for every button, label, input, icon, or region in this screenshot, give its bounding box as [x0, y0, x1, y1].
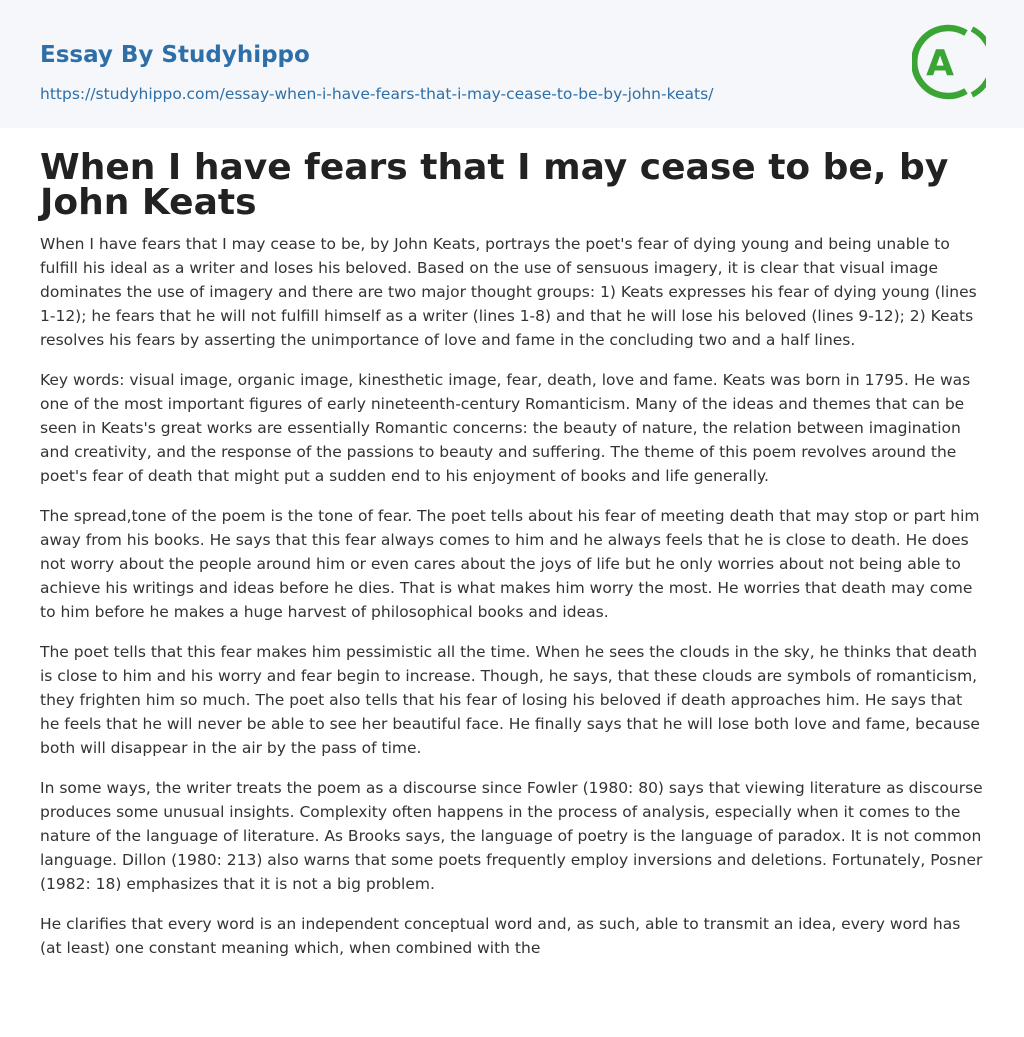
article	[40, 147, 986, 976]
paragraph: He clarifies that every word is an independent conceptual word and, as such, able to transmit an idea, every word has (at least) one constant meaning which, when combined with the	[40, 915, 961, 957]
site-brand-title[interactable]: Essay By Studyhippo	[40, 42, 310, 68]
studyhippo-logo-icon[interactable]	[912, 19, 986, 105]
paragraph: The poet tells that this fear makes him pessimistic all the time. When he sees the clouds in the sky, he thinks that death is close to him and his worry and fear begin to increase. Though, he says, that these clouds are symbols of romanticism, they frighten him so much. The poet also tells that his fear of losing his beloved if death approaches him. He says that he feels that he will never be able to see her beautiful face. He finally says that he will lose both love and fame, because both will disappear in the air by the pass of time.	[40, 643, 980, 757]
article-body	[40, 232, 986, 960]
page-title: When I have fears that I may cease to be, by John Keats	[40, 147, 949, 223]
paragraph: When I have fears that I may cease to be, by John Keats, portrays the poet's fear of dying young and being unable to fulfill his ideal as a writer and loses his beloved. Based on the use of sensuous imagery, it is clear that visual image dominates the use of imagery and there are two major thought groups: 1) Keats expresses his fear of dying young (lines 1-12); he fears that he will not fulfill himself as a writer (lines 1-8) and that he will lose his beloved (lines 9-12); 2) Keats resolves his fears by asserting the unimportance of love and fame in the concluding two and a half lines.	[40, 235, 977, 349]
essay-url-link[interactable]: https://studyhippo.com/essay-when-i-have-fears-that-i-may-cease-to-be-by-john-keats/	[40, 85, 714, 103]
site-header	[0, 0, 1024, 128]
paragraph: The spread,tone of the poem is the tone of fear. The poet tells about his fear of meeting death that may stop or part him away from his books. He says that this fear always comes to him and he always feels that he is close to death. He does not worry about the people around him or even cares about the joys of life but he only worries about not being able to achieve his writings and ideas before he dies. That is what makes him worry the most. He worries that death may come to him before he makes a huge harvest of philosophical books and ideas.	[40, 507, 980, 621]
paragraph: Key words: visual image, organic image, kinesthetic image, fear, death, love and fame. Keats was born in 1795. He was one of the most important figures of early nineteenth-century Romanticism. Many of the ideas and themes that can be seen in Keats's great works are essentially Romantic concerns: the beauty of nature, the relation between imagination and creativity, and the response of the passions to beauty and suffering. The theme of this poem revolves around the poet's fear of death that might put a sudden end to his enjoyment of books and life generally.	[40, 371, 971, 485]
paragraph: In some ways, the writer treats the poem as a discourse since Fowler (1980: 80) says that viewing literature as discourse produces some unusual insights. Complexity often happens in the process of analysis, especially when it comes to the nature of the language of literature. As Brooks says, the language of poetry is the language of paradox. It is not common language. Dillon (1980: 213) also warns that some poets frequently employ inversions and deletions. Fortunately, Posner (1982: 18) emphasizes that it is not a big problem.	[40, 779, 983, 893]
logo-letter: A	[926, 43, 954, 84]
